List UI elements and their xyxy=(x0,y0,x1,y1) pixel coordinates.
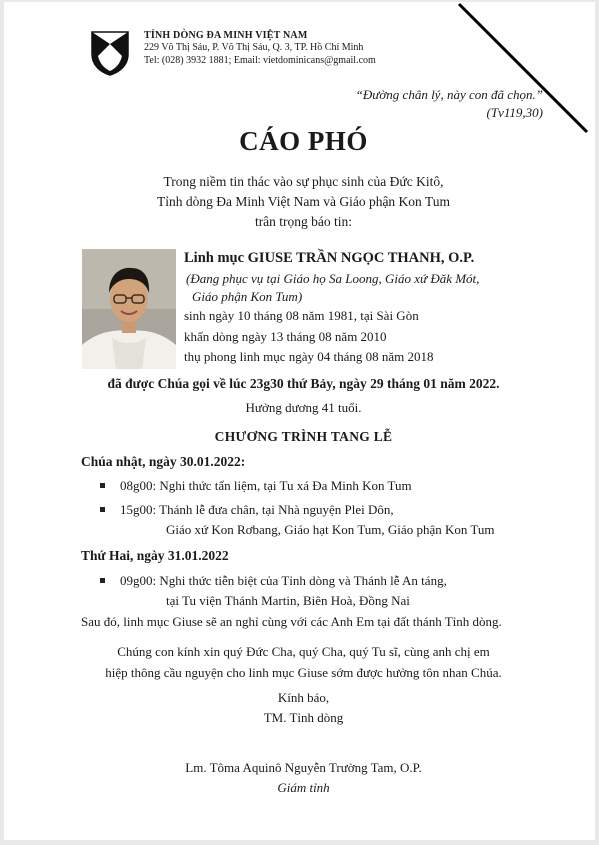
portrait-image xyxy=(82,249,176,369)
program-item-text: 15g00: Thánh lễ đưa chân, tại Nhà nguyện Plei Dôn, xyxy=(120,502,394,517)
intro-line: Tỉnh dòng Đa Minh Việt Nam và Giáo phận Kon Tum xyxy=(157,194,450,209)
obituary-page xyxy=(4,2,595,840)
bullet-icon xyxy=(100,483,105,488)
funeral-program-title: CHƯƠNG TRÌNH TANG LỄ xyxy=(214,429,393,444)
page-title: CÁO PHÓ xyxy=(239,126,368,156)
assignment-line: Giáo phận Kon Tum) xyxy=(192,289,303,304)
priest-born: sinh ngày 10 tháng 08 năm 1981, tại Sài Gòn xyxy=(184,308,419,323)
intro-text xyxy=(4,172,599,232)
organization-address: 229 Võ Thị Sáu, P. Võ Thị Sáu, Q. 3, TP. Hồ Chí Minh xyxy=(144,42,364,53)
bullet-icon xyxy=(100,578,105,583)
list-item xyxy=(120,500,494,540)
signer-name: Lm. Tôma Aquinô Nguyễn Trường Tam, O.P. xyxy=(185,760,422,775)
prayer-line: Chúng con kính xin quý Đức Cha, quý Cha, quý Tu sĩ, cùng anh chị em xyxy=(117,644,490,659)
organization-name: TỈNH DÒNG ĐA MINH VIỆT NAM xyxy=(144,30,308,41)
priest-bio xyxy=(184,248,479,368)
bullet-icon xyxy=(100,507,105,512)
called-home-text: đã được Chúa gọi về lúc 23g30 thứ Bảy, ngày 29 tháng 01 năm 2022. xyxy=(107,376,500,391)
closing-block xyxy=(4,688,599,728)
day1-heading: Chúa nhật, ngày 30.01.2022: xyxy=(81,454,246,469)
program-item-text: Giáo xứ Kon Rơbang, Giáo hạt Kon Tum, Giáo phận Kon Tum xyxy=(166,522,495,537)
list-item xyxy=(120,571,447,611)
signer-title: Giám tỉnh xyxy=(277,780,330,795)
prayer-request xyxy=(4,641,599,683)
program-item-text: 08g00: Nghi thức tẩn liệm, tại Tu xá Đa Minh Kon Tum xyxy=(120,478,412,493)
dominican-shield-icon xyxy=(90,30,130,76)
program-item-text: tại Tu viện Thánh Martin, Biên Hoà, Đồng Nai xyxy=(166,593,410,608)
closing-regards: Kính báo, xyxy=(277,690,330,705)
closing-on-behalf: TM. Tỉnh dòng xyxy=(263,710,344,725)
quote-reference: (Tv119,30) xyxy=(486,105,543,120)
intro-line: trân trọng báo tin: xyxy=(254,214,353,229)
prayer-line: hiệp thông cầu nguyện cho linh mục Giuse sớm được hưởng tôn nhan Chúa. xyxy=(105,665,502,680)
assignment-line: (Đang phục vụ tại Giáo họ Sa Loong, Giáo xứ Đăk Mót, xyxy=(186,271,480,286)
burial-note: Sau đó, linh mục Giuse sẽ an nghỉ cùng với các Anh Em tại đất thánh Tỉnh dòng. xyxy=(81,614,502,629)
program-item-text: 09g00: Nghi thức tiễn biệt của Tỉnh dòng và Thánh lễ An táng, xyxy=(120,573,447,588)
day2-heading: Thứ Hai, ngày 31.01.2022 xyxy=(81,548,229,563)
signature-block xyxy=(4,758,599,798)
priest-name: Linh mục GIUSE TRẦN NGỌC THANH, O.P. xyxy=(184,250,475,266)
organization-info xyxy=(144,30,376,67)
scripture-quote xyxy=(356,86,543,122)
age-text: Hưởng dương 41 tuổi. xyxy=(245,400,362,415)
list-item xyxy=(120,476,412,496)
organization-contact: Tel: (028) 3932 1881; Email: vietdominicans@gmail.com xyxy=(144,55,376,66)
quote-text: “Đường chân lý, này con đã chọn.” xyxy=(355,87,543,102)
priest-assignment xyxy=(184,270,479,306)
priest-ordained: thụ phong linh mục ngày 04 tháng 08 năm 2018 xyxy=(184,349,434,364)
priest-photo xyxy=(82,249,176,369)
intro-line: Trong niềm tin thác vào sự phục sinh của Đức Kitô, xyxy=(163,174,444,189)
priest-vows: khấn dòng ngày 13 tháng 08 năm 2010 xyxy=(184,328,387,344)
